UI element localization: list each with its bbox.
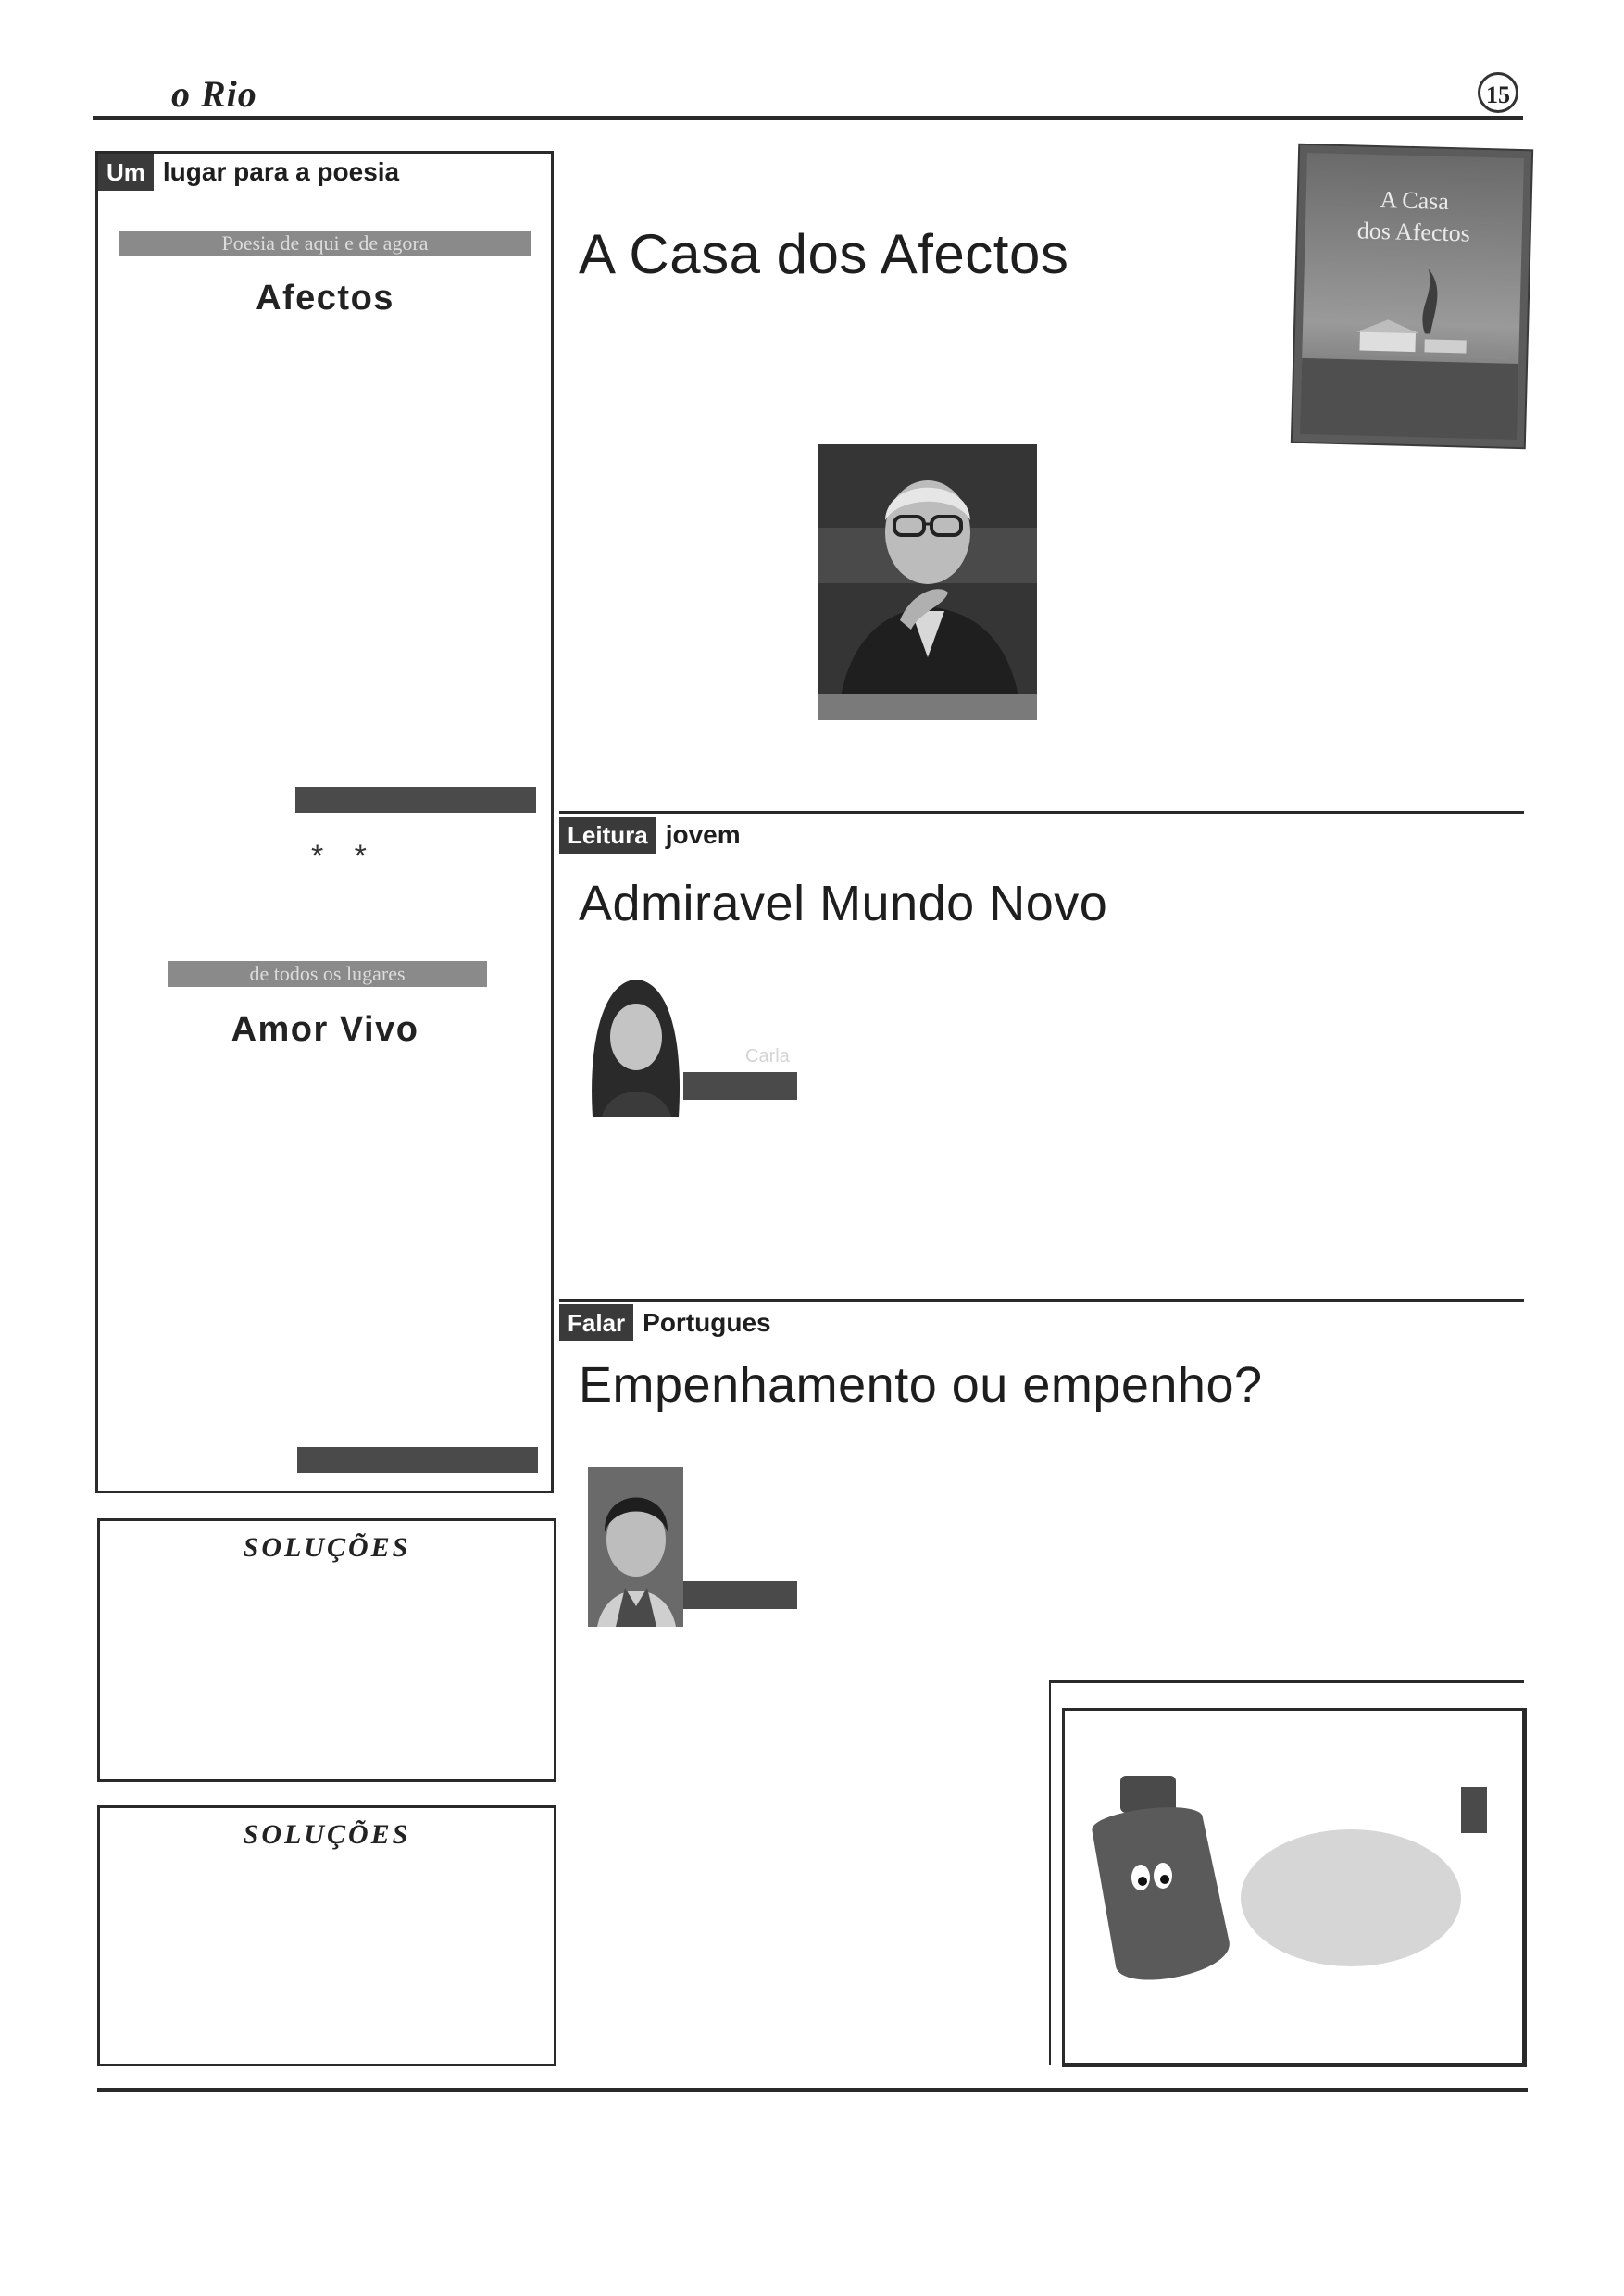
author-photo-book-review: [818, 444, 1037, 720]
ad-top-rule: [1049, 1680, 1524, 1683]
young-reading-tag-tail: jovem: [665, 820, 741, 849]
section-divider-2: [559, 1299, 1524, 1302]
poem-title-afectos: Afectos: [256, 279, 394, 318]
speak-portuguese-author-bar: [683, 1581, 797, 1609]
poetry-band-2: de todos os lugares: [168, 961, 487, 987]
gas-cylinder-illustration: [1083, 1766, 1231, 1998]
poetry-tag: Um: [98, 154, 154, 191]
header-rule: [93, 116, 1523, 120]
ad-left-rule: [1049, 1680, 1051, 2065]
solutions-title-1: SOLUÇÕES: [243, 1532, 411, 1563]
young-reading-tag: Leitura: [559, 817, 656, 854]
poem-2-author-bar: [297, 1447, 538, 1473]
poetry-box: [95, 151, 554, 1493]
author-portrait-man: [588, 1467, 683, 1627]
book-cover-title-line1: A Casa: [1380, 186, 1450, 216]
poem-1-author-bar: [295, 787, 536, 813]
author-photo-young-reading: [588, 972, 683, 1117]
young-reading-headline: Admiravel Mundo Novo: [579, 876, 1108, 931]
solutions-box-1: [97, 1518, 556, 1782]
author-photo-speak-portuguese: [588, 1467, 683, 1627]
solutions-box-2: [97, 1805, 556, 2066]
book-review-headline: A Casa dos Afectos: [579, 223, 1069, 285]
author-portrait-girl: [588, 972, 683, 1117]
footer-rule: [97, 2088, 1528, 2092]
speak-portuguese-tag-tail: Portugues: [643, 1308, 771, 1337]
ad-logo-block: [1461, 1787, 1487, 1833]
section-divider-1: [559, 811, 1524, 814]
poetry-band-1: Poesia de aqui e de agora: [119, 231, 531, 256]
book-cover-title-line2: dos Afectos: [1356, 217, 1471, 247]
poem-separator: * *: [311, 839, 378, 874]
young-reading-author-caption: Carla: [745, 1046, 790, 1067]
book-cover: [1293, 145, 1531, 447]
speak-portuguese-headline: Empenhamento ou empenho?: [579, 1357, 1263, 1413]
solutions-title-2: SOLUÇÕES: [243, 1819, 411, 1850]
speak-portuguese-section-heading: [559, 1304, 771, 1341]
author-portrait: [818, 444, 1037, 720]
masthead: o Rio: [171, 73, 257, 115]
poetry-tag-tail: lugar para a poesia: [162, 157, 400, 186]
advertisement-box: [1062, 1708, 1527, 2067]
young-reading-author-bar: [683, 1072, 797, 1100]
poetry-section-heading: [98, 154, 399, 191]
ad-oval-graphic: [1241, 1829, 1461, 1966]
speak-portuguese-tag: Falar: [559, 1304, 633, 1341]
page-number: 15: [1478, 72, 1518, 113]
young-reading-section-heading: [559, 817, 741, 854]
poem-title-amor-vivo: Amor Vivo: [231, 1010, 419, 1049]
